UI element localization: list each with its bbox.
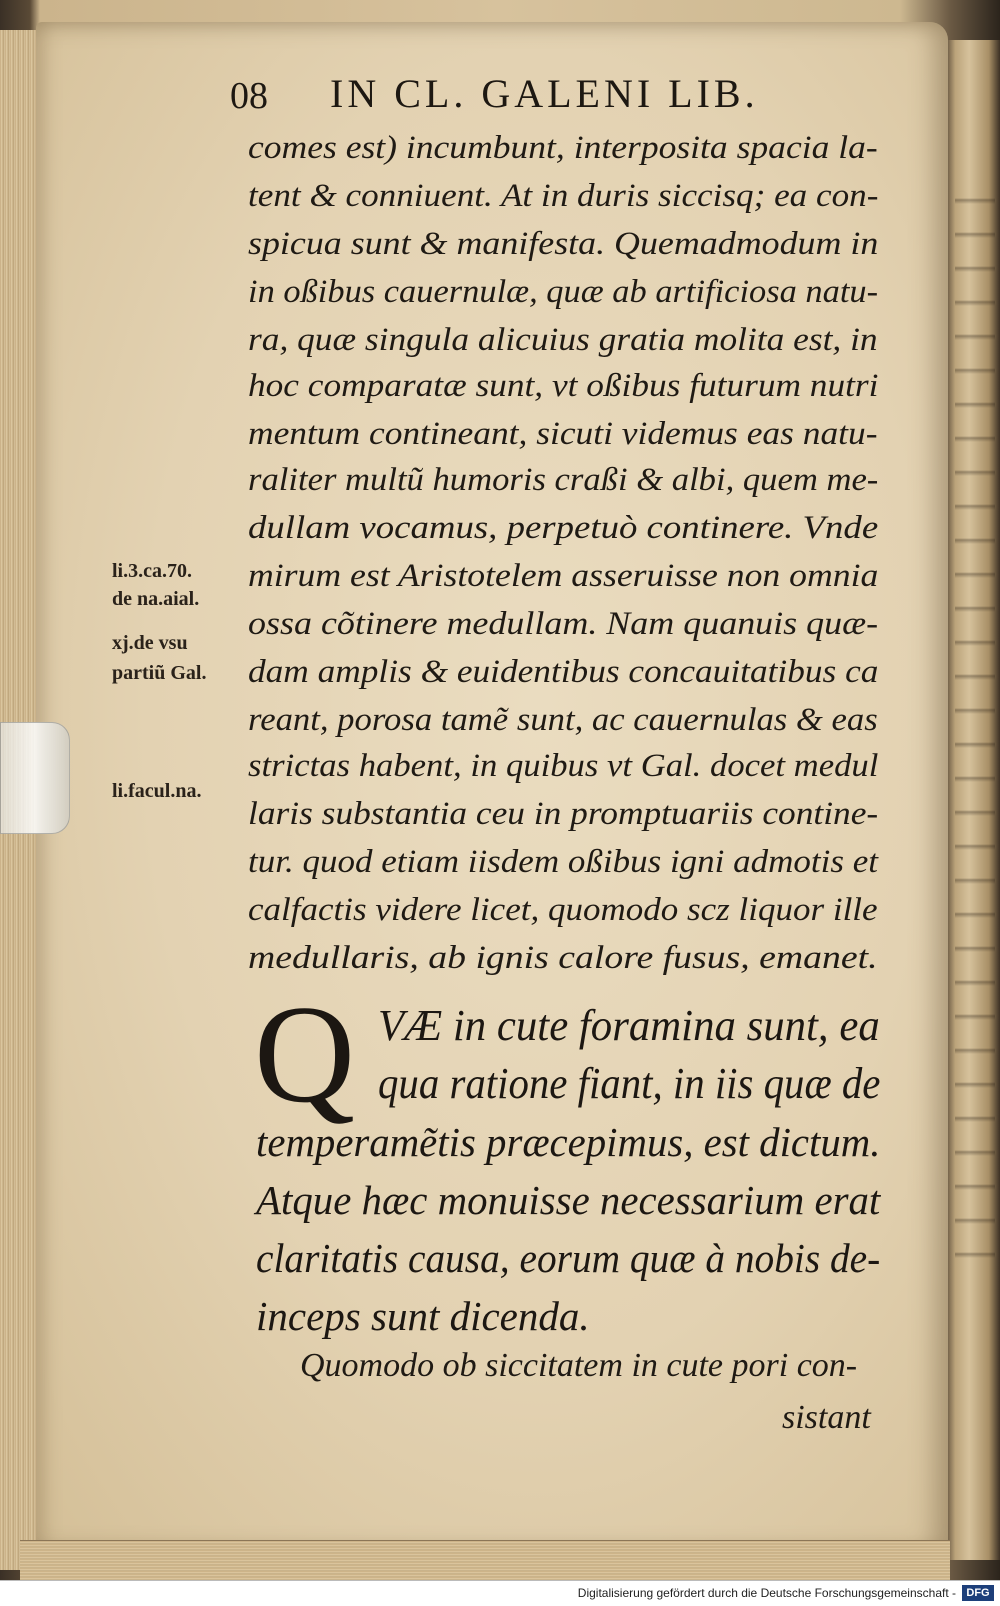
text-line: spicua sunt & manifesta. Quemadmodum in: [248, 226, 879, 262]
text-line: hoc comparatæ sunt, vt oßibus futurum nutri: [248, 368, 879, 404]
section-line: VÆ in cute foramina sunt, ea: [378, 1001, 880, 1050]
section-line: claritatis causa, eorum quæ à nobis de-: [256, 1235, 881, 1281]
marginal-note: de na.aial.: [112, 588, 200, 610]
marginal-note: li.facul.na.: [112, 780, 202, 802]
text-line: comes est) incumbunt, interposita spacia la-: [248, 130, 878, 166]
text-line: tent & conniuent. At in duris siccisq; ea con-: [248, 178, 879, 214]
footer-bar: [0, 1580, 1000, 1606]
facing-page-text-shadow: [955, 170, 995, 1270]
text-line: calfactis videre licet, quomodo scz liquor ille: [248, 892, 878, 928]
text-line: mirum est Aristotelem asseruisse non omnia: [248, 558, 879, 594]
section-line: temperamẽtis præcepimus, est dictum.: [256, 1119, 881, 1165]
drop-cap: Q: [254, 977, 356, 1132]
text-line: tur. quod etiam iisdem oßibus igni admotis et: [248, 844, 878, 880]
funding-credit: Digitalisierung gefördert durch die Deutsche Forschungsgemeinschaft -: [577, 1586, 956, 1600]
running-title: IN CL. GALENI LIB.: [330, 71, 759, 116]
page-stack-bottom-edge: [20, 1540, 950, 1581]
text-line: ra, quæ singula alicuius gratia molita est, in: [248, 322, 878, 358]
catchword: sistant: [782, 1399, 871, 1436]
section-line: qua ratione fiant, in iis quæ de: [378, 1059, 881, 1108]
section-line: Atque hæc monuisse necessarium erat: [256, 1177, 881, 1223]
text-line: medullaris, ab ignis calore fusus, emanet.: [248, 940, 878, 976]
text-line: laris substantia ceu in promptuariis contine-: [248, 796, 879, 832]
text-line: dam amplis & euidentibus concauitatibus ca: [248, 654, 879, 690]
page-number: 08: [230, 75, 268, 117]
text-line: raliter multũ humoris craßi & albi, quem me-: [248, 462, 879, 498]
text-line: mentum contineant, sicuti videmus eas natu-: [248, 416, 878, 452]
subheading: Quomodo ob siccitatem in cute pori con-: [300, 1347, 858, 1384]
marginal-note: li.3.ca.70.: [112, 560, 192, 582]
plastic-clip: [0, 722, 70, 834]
text-line: in oßibus cauernulæ, quæ ab artificiosa natu-: [248, 274, 879, 310]
section-line: inceps sunt dicenda.: [256, 1293, 590, 1339]
text-line: reant, porosa tamẽ sunt, ac cauernulas & eas: [248, 702, 878, 738]
marginal-note: partiũ Gal.: [112, 662, 207, 684]
page-header: [230, 70, 870, 120]
text-line: dullam vocamus, perpetuò continere. Vnde: [248, 510, 879, 546]
dfg-logo: DFG: [962, 1585, 994, 1601]
text-line: ossa cõtinere medullam. Nam quanuis quæ-: [248, 606, 879, 642]
text-line: strictas habent, in quibus vt Gal. docet medul: [248, 748, 879, 784]
marginal-note: xj.de vsu: [112, 632, 188, 654]
